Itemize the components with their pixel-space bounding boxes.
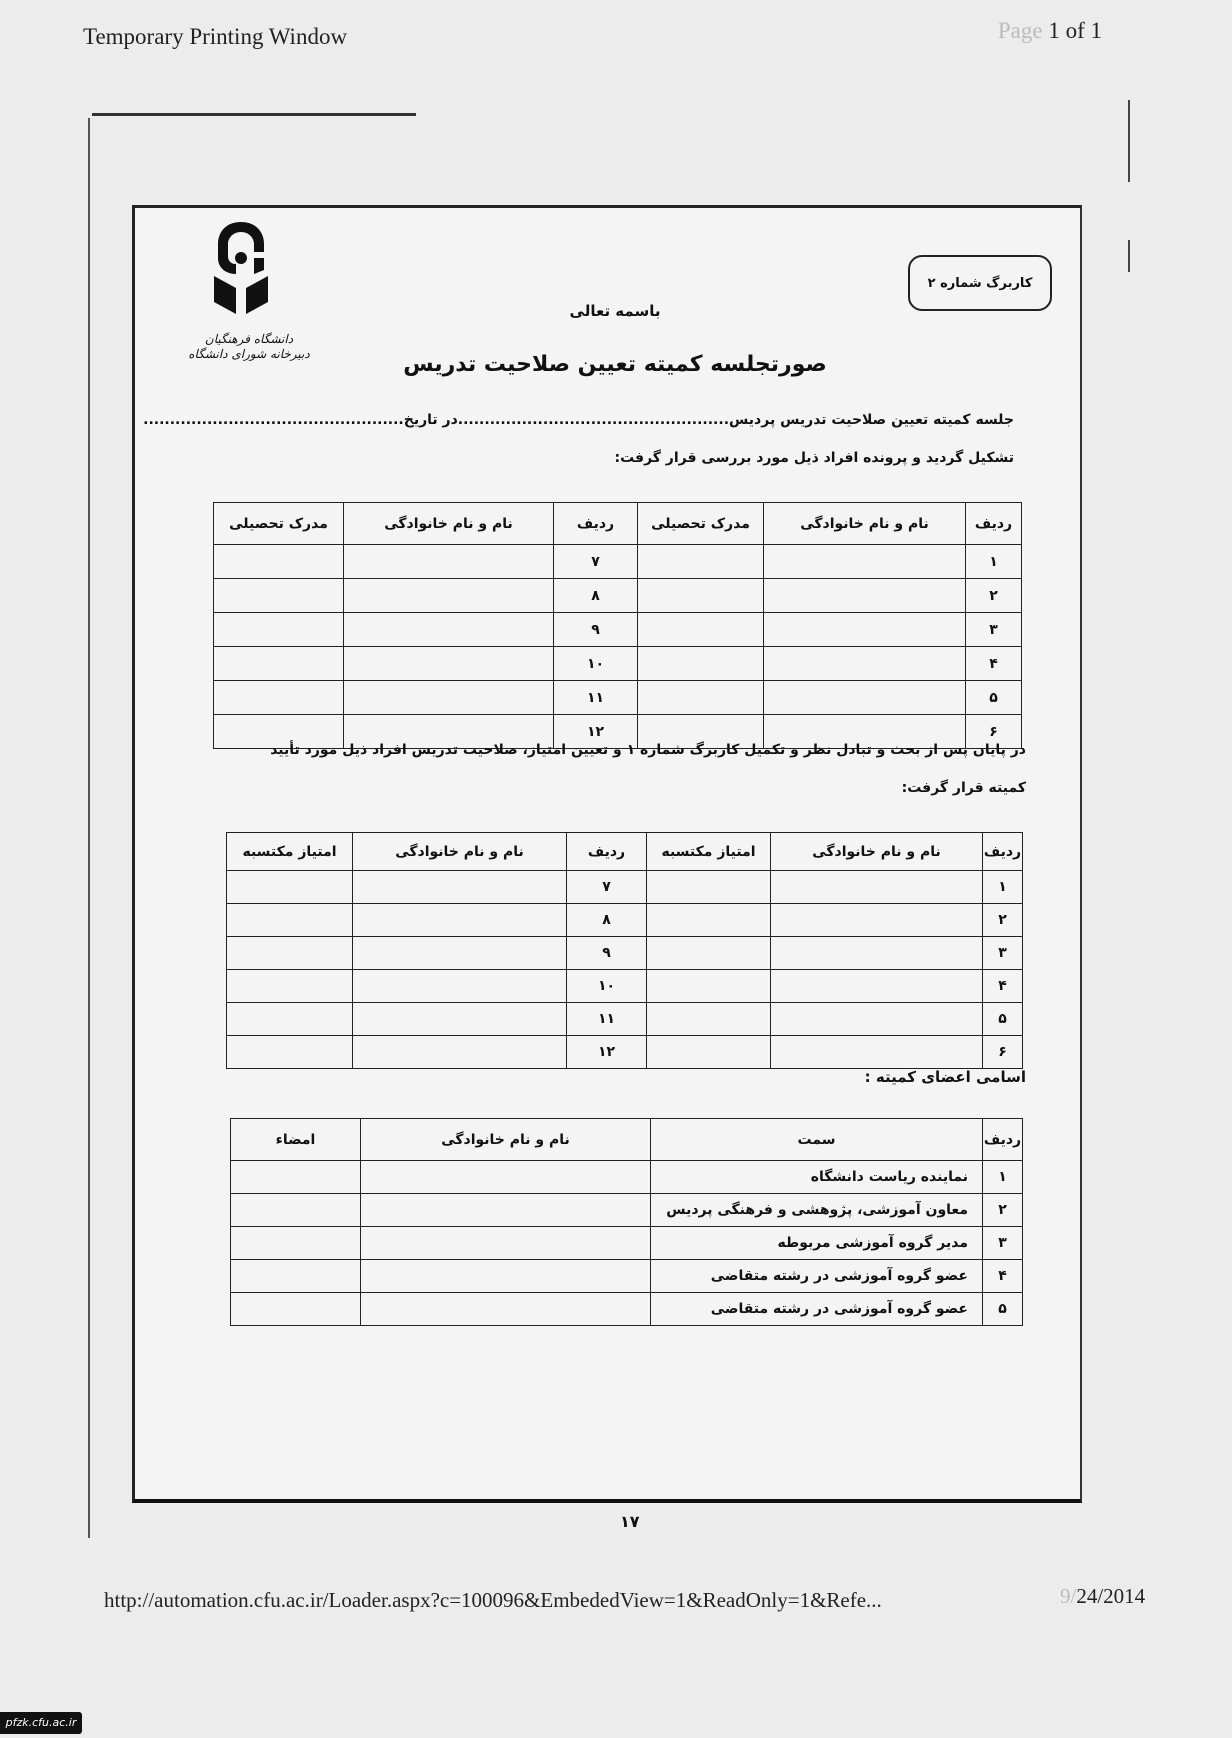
degree-cell[interactable]	[638, 579, 764, 613]
col-header-degree: مدرک تحصیلی	[214, 503, 344, 545]
table-row	[231, 1260, 1023, 1293]
col-header-radif: ردیف	[567, 833, 647, 871]
name-cell[interactable]	[353, 1003, 567, 1036]
table-row	[231, 1293, 1023, 1326]
page-indicator-count: 1 of 1	[1042, 18, 1102, 43]
name-cell[interactable]	[361, 1194, 651, 1227]
intro-line-1: جلسه کمیته تعیین صلاحیت تدریس پردیس...................................................در تاریخ.................................................	[143, 412, 1014, 428]
col-header-degree: مدرک تحصیلی	[638, 503, 764, 545]
name-cell[interactable]	[361, 1227, 651, 1260]
page-indicator	[998, 18, 1102, 44]
signature-cell[interactable]	[231, 1194, 361, 1227]
score-cell[interactable]	[647, 871, 771, 904]
table-row	[227, 937, 1023, 970]
score-cell[interactable]	[227, 871, 353, 904]
col-header-radif: ردیف	[983, 1119, 1023, 1161]
name-cell[interactable]	[771, 871, 983, 904]
score-cell[interactable]	[647, 970, 771, 1003]
table-header-row	[214, 503, 1022, 545]
position-cell: عضو گروه آموزشی در رشته متقاضی	[651, 1260, 983, 1293]
col-header-name: نام و نام خانوادگی	[771, 833, 983, 871]
name-cell[interactable]	[344, 613, 554, 647]
score-cell[interactable]	[227, 970, 353, 1003]
name-cell[interactable]	[353, 904, 567, 937]
table-row	[231, 1194, 1023, 1227]
name-cell[interactable]	[344, 545, 554, 579]
approved-table	[226, 832, 1023, 1069]
degree-cell[interactable]	[214, 647, 344, 681]
site-watermark: pfzk.cfu.ac.ir	[0, 1712, 82, 1734]
row-number: ۱۱	[567, 1003, 647, 1036]
row-number: ۱۲	[567, 1036, 647, 1069]
row-number: ۴	[983, 970, 1023, 1003]
approval-line-2: کمیته قرار گرفت:	[901, 780, 1026, 796]
footer-url: http://automation.cfu.ac.ir/Loader.aspx?c=100096&EmbededView=1&ReadOnly=1&Refe...	[104, 1588, 882, 1612]
table-row	[231, 1161, 1023, 1194]
university-logo	[196, 218, 286, 318]
score-cell[interactable]	[227, 1036, 353, 1069]
name-cell[interactable]	[353, 871, 567, 904]
name-cell[interactable]	[361, 1293, 651, 1326]
name-cell[interactable]	[353, 937, 567, 970]
score-cell[interactable]	[647, 1003, 771, 1036]
table-header-row	[231, 1119, 1023, 1161]
row-number: ۱	[983, 871, 1023, 904]
position-cell: عضو گروه آموزشی در رشته متقاضی	[651, 1293, 983, 1326]
row-number: ۴	[966, 647, 1022, 681]
col-header-score: امتیاز مکتسبه	[647, 833, 771, 871]
scan-border-top	[92, 113, 416, 116]
name-cell[interactable]	[764, 613, 966, 647]
score-cell[interactable]	[647, 937, 771, 970]
table-row	[214, 579, 1022, 613]
col-header-radif: ردیف	[966, 503, 1022, 545]
table-row	[214, 681, 1022, 715]
form-number-badge: کاربرگ شماره ۲	[908, 255, 1052, 311]
row-number: ۸	[567, 904, 647, 937]
degree-cell[interactable]	[638, 613, 764, 647]
degree-cell[interactable]	[638, 681, 764, 715]
basmeh-heading: باسمه تعالی	[569, 302, 661, 320]
col-header-name: نام و نام خانوادگی	[353, 833, 567, 871]
page-number: ۱۷	[620, 1512, 640, 1531]
name-cell[interactable]	[764, 681, 966, 715]
row-number: ۱	[983, 1161, 1023, 1194]
window-title: Temporary Printing Window	[83, 24, 348, 49]
col-header-score: امتیاز مکتسبه	[227, 833, 353, 871]
row-number: ۵	[966, 681, 1022, 715]
name-cell[interactable]	[344, 579, 554, 613]
row-number: ۷	[554, 545, 638, 579]
row-number: ۱	[966, 545, 1022, 579]
row-number: ۸	[554, 579, 638, 613]
position-cell: مدیر گروه آموزشی مربوطه	[651, 1227, 983, 1260]
signature-cell[interactable]	[231, 1161, 361, 1194]
row-number: ۲	[983, 904, 1023, 937]
table-row	[227, 871, 1023, 904]
position-cell: نماینده ریاست دانشگاه	[651, 1161, 983, 1194]
footer-date-rest: 24/2014	[1076, 1584, 1146, 1608]
signature-cell[interactable]	[231, 1227, 361, 1260]
table-row	[214, 545, 1022, 579]
col-header-name: نام و نام خانوادگی	[764, 503, 966, 545]
approval-line-1: در پایان پس از بحث و تبادل نظر و تکمیل کاربرگ شماره ۱ و تعیین امتیاز، صلاحیت تدریس افراد ذیل مورد تأیید	[270, 742, 1026, 758]
page-indicator-prefix: Page	[997, 18, 1043, 43]
row-number: ۵	[983, 1293, 1023, 1326]
table-row	[214, 647, 1022, 681]
scan-border-left	[88, 118, 90, 1538]
position-cell: معاون آموزشی، پژوهشی و فرهنگی پردیس	[651, 1194, 983, 1227]
footer-date-prefix: 9/	[1060, 1584, 1077, 1608]
scan-mark-right-lower	[1128, 240, 1130, 272]
name-cell[interactable]	[353, 970, 567, 1003]
row-number: ۹	[554, 613, 638, 647]
candidates-table	[213, 502, 1022, 749]
name-cell[interactable]	[771, 970, 983, 1003]
row-number: ۷	[567, 871, 647, 904]
row-number: ۱۰	[554, 647, 638, 681]
name-cell[interactable]	[764, 545, 966, 579]
degree-cell[interactable]	[638, 647, 764, 681]
table-row	[227, 904, 1023, 937]
score-cell[interactable]	[227, 904, 353, 937]
name-cell[interactable]	[361, 1161, 651, 1194]
row-number: ۳	[966, 613, 1022, 647]
logo-caption: دانشگاه فرهنگیان دبیرخانه شورای دانشگاه	[188, 332, 310, 361]
row-number: ۱۰	[567, 970, 647, 1003]
table-row	[227, 1003, 1023, 1036]
name-cell[interactable]	[771, 1036, 983, 1069]
score-cell[interactable]	[647, 904, 771, 937]
row-number: ۶	[983, 1036, 1023, 1069]
name-cell[interactable]	[764, 579, 966, 613]
row-number: ۶	[966, 715, 1022, 749]
degree-cell[interactable]	[638, 545, 764, 579]
degree-cell[interactable]	[214, 681, 344, 715]
name-cell[interactable]	[344, 681, 554, 715]
name-cell[interactable]	[771, 937, 983, 970]
score-cell[interactable]	[227, 937, 353, 970]
row-number: ۱۲	[554, 715, 638, 749]
name-cell[interactable]	[771, 904, 983, 937]
row-number: ۴	[983, 1260, 1023, 1293]
row-number: ۱۱	[554, 681, 638, 715]
row-number: ۳	[983, 1227, 1023, 1260]
degree-cell[interactable]	[214, 579, 344, 613]
table-header-row	[227, 833, 1023, 871]
col-header-radif: ردیف	[983, 833, 1023, 871]
col-header-radif: ردیف	[554, 503, 638, 545]
name-cell[interactable]	[353, 1036, 567, 1069]
row-number: ۵	[983, 1003, 1023, 1036]
row-number: ۳	[983, 937, 1023, 970]
table-row	[231, 1227, 1023, 1260]
col-header-name: نام و نام خانوادگی	[344, 503, 554, 545]
name-cell[interactable]	[764, 647, 966, 681]
name-cell[interactable]	[771, 1003, 983, 1036]
scan-mark-right	[1128, 100, 1130, 182]
name-cell[interactable]	[344, 647, 554, 681]
footer-date	[1060, 1584, 1145, 1609]
degree-cell[interactable]	[214, 545, 344, 579]
score-cell[interactable]	[227, 1003, 353, 1036]
table-row	[214, 613, 1022, 647]
row-number: ۹	[567, 937, 647, 970]
col-header-name: نام و نام خانوادگی	[361, 1119, 651, 1161]
signature-cell[interactable]	[231, 1260, 361, 1293]
name-cell[interactable]	[361, 1260, 651, 1293]
row-number: ۲	[966, 579, 1022, 613]
table-row	[227, 1036, 1023, 1069]
col-header-position: سمت	[651, 1119, 983, 1161]
form-title: صورتجلسه کمیته تعیین صلاحیت تدریس	[403, 352, 827, 377]
degree-cell[interactable]	[214, 613, 344, 647]
signature-cell[interactable]	[231, 1293, 361, 1326]
intro-line-2: تشکیل گردید و پرونده افراد ذیل مورد بررسی قرار گرفت:	[614, 450, 1014, 466]
score-cell[interactable]	[647, 1036, 771, 1069]
table-row	[227, 970, 1023, 1003]
col-header-signature: امضاء	[231, 1119, 361, 1161]
row-number: ۲	[983, 1194, 1023, 1227]
members-heading: اسامی اعضای کمیته :	[864, 1068, 1026, 1086]
committee-members-table	[230, 1118, 1023, 1326]
